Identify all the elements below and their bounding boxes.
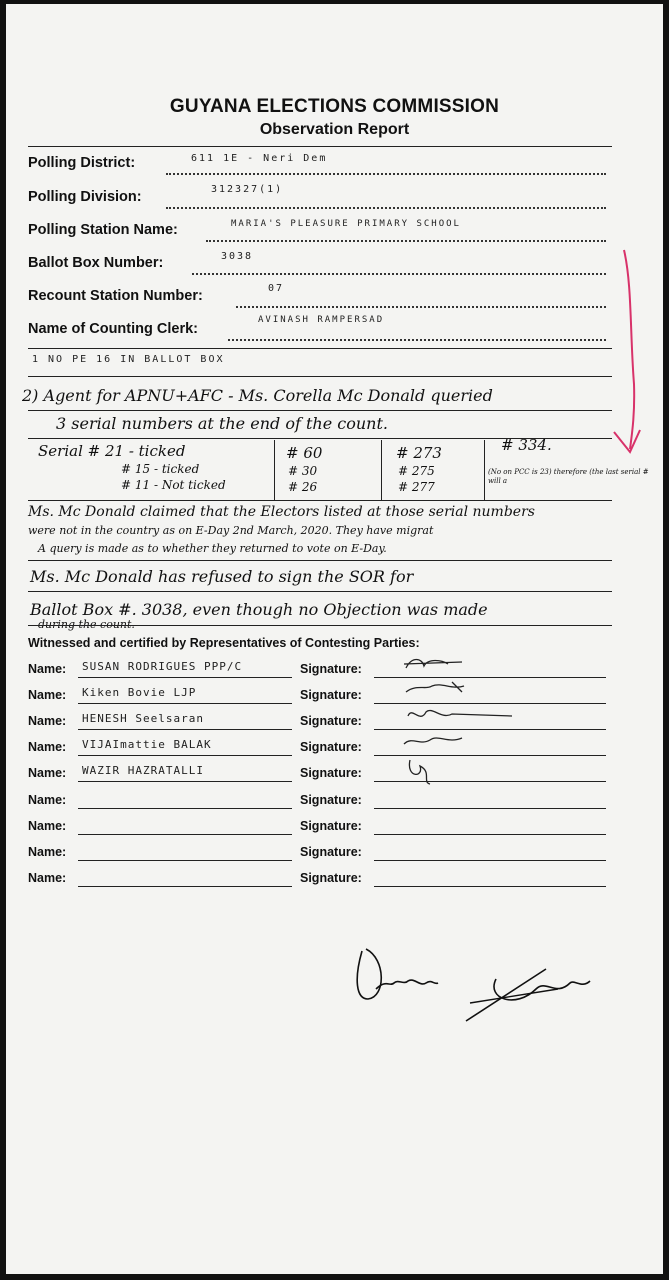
polling-district-line	[166, 173, 606, 175]
witness-name-line	[78, 729, 292, 730]
polling-division-label: Polling Division:	[28, 189, 142, 205]
ballot-box-line	[192, 273, 606, 275]
witness-name-label: Name:	[28, 740, 67, 754]
counting-clerk-label: Name of Counting Clerk:	[28, 321, 198, 337]
note-line-9: during the count.	[38, 618, 135, 631]
witness-name-label: Name:	[28, 766, 67, 780]
serial-row-1: Serial # 21 - ticked	[38, 442, 186, 460]
witness-name-value: SUSAN RODRIGUES PPP/C	[82, 660, 243, 673]
witness-signature-scribble	[402, 758, 522, 788]
table-divider-2	[381, 440, 382, 500]
notes-rule-2	[28, 410, 612, 411]
ballot-box-label: Ballot Box Number:	[28, 255, 164, 271]
witness-name-line	[78, 677, 292, 678]
witness-name-label: Name:	[28, 871, 67, 885]
note-line-7: Ms. Mc Donald has refused to sign the SOR for	[30, 567, 414, 586]
polling-division-value: 312327(1)	[211, 184, 284, 195]
notes-rule-1	[28, 376, 612, 377]
witness-name-line	[78, 781, 292, 782]
note-line-8: Ballot Box #. 3038, even though no Objection was made	[30, 600, 488, 619]
witness-header: Witnessed and certified by Representatives of Contesting Parties:	[28, 636, 420, 650]
witness-name-label: Name:	[28, 662, 67, 676]
witness-signature-label: Signature:	[300, 819, 362, 833]
witness-name-line	[78, 808, 292, 809]
serial-row-2: # 15 - ticked	[121, 462, 200, 476]
witness-signature-label: Signature:	[300, 740, 362, 754]
witness-name-value: Kiken Bovie LJP	[82, 686, 197, 699]
serial-col2-1: # 60	[286, 444, 323, 462]
recount-station-value: 07	[268, 283, 285, 294]
witness-signature-label: Signature:	[300, 793, 362, 807]
notes-rule-6	[28, 591, 612, 592]
table-divider-3	[484, 440, 485, 500]
polling-district-label: Polling District:	[28, 155, 136, 171]
notes-rule-7	[28, 625, 612, 626]
serial-col3-1: # 273	[396, 444, 442, 462]
witness-name-value: VIJAImattie BALAK	[82, 738, 212, 751]
witness-name-value: HENESH Seelsaran	[82, 712, 204, 725]
witness-name-label: Name:	[28, 845, 67, 859]
note-line-3: 3 serial numbers at the end of the count.	[56, 414, 388, 433]
ballot-box-value: 3038	[221, 251, 254, 262]
note-line-1: 1 NO PE 16 IN BALLOT BOX	[32, 354, 225, 365]
table-divider-1	[274, 440, 275, 500]
note-line-2: 2) Agent for APNU+AFC - Ms. Corella Mc Donald queried	[22, 386, 493, 405]
report-subtitle: Observation Report	[259, 121, 410, 138]
counting-clerk-line	[228, 339, 606, 341]
witness-signature-label: Signature:	[300, 662, 362, 676]
notes-top-rule	[28, 348, 612, 349]
witness-name-line	[78, 860, 292, 861]
witness-name-label: Name:	[28, 688, 67, 702]
note-line-6: A query is made as to whether they returned to vote on E-Day.	[38, 542, 387, 555]
recount-station-line	[236, 306, 606, 308]
note-line-5: were not in the country as on E-Day 2nd March, 2020. They have migrat	[28, 524, 434, 537]
header-rule	[28, 146, 612, 147]
witness-name-line	[78, 834, 292, 835]
serial-col3-3: # 277	[398, 480, 435, 494]
witness-name-label: Name:	[28, 714, 67, 728]
witness-signature-line	[374, 834, 606, 835]
handwritten-signature	[346, 939, 606, 1039]
witness-name-label: Name:	[28, 793, 67, 807]
witness-signature-label: Signature:	[300, 871, 362, 885]
witness-signature-label: Signature:	[300, 766, 362, 780]
commission-title: GUYANA ELECTIONS COMMISSION	[169, 96, 500, 117]
serial-col4-1: # 334.	[501, 436, 552, 454]
witness-signature-line	[374, 886, 606, 887]
witness-signature-label: Signature:	[300, 845, 362, 859]
witness-name-line	[78, 886, 292, 887]
serial-col3-2: # 275	[398, 464, 435, 478]
serial-row-3: # 11 - Not ticked	[121, 478, 226, 492]
polling-division-line	[166, 207, 606, 209]
notes-rule-5	[28, 560, 612, 561]
observation-report-page	[6, 4, 663, 1274]
witness-signature-line	[374, 808, 606, 809]
witness-signature-label: Signature:	[300, 714, 362, 728]
recount-station-label: Recount Station Number:	[28, 288, 203, 304]
witness-name-label: Name:	[28, 819, 67, 833]
serial-col4-note: (No on PCC is 23) therefore (the last serial # will a	[488, 468, 649, 485]
notes-rule-4	[28, 500, 612, 501]
red-arrow-mark	[604, 244, 644, 474]
witness-signature-label: Signature:	[300, 688, 362, 702]
witness-name-line	[78, 755, 292, 756]
counting-clerk-value: AVINASH RAMPERSAD	[258, 315, 385, 325]
polling-station-value: MARIA'S PLEASURE PRIMARY SCHOOL	[231, 219, 461, 229]
polling-station-label: Polling Station Name:	[28, 222, 178, 238]
witness-signature-line	[374, 860, 606, 861]
serial-col2-2: # 30	[288, 464, 318, 478]
witness-name-line	[78, 703, 292, 704]
witness-name-value: WAZIR HAZRATALLI	[82, 764, 204, 777]
serial-col2-3: # 26	[288, 480, 318, 494]
polling-district-value: 611 1E - Neri Dem	[191, 153, 328, 164]
polling-station-line	[206, 240, 606, 242]
note-line-4: Ms. Mc Donald claimed that the Electors listed at those serial numbers	[28, 504, 535, 520]
